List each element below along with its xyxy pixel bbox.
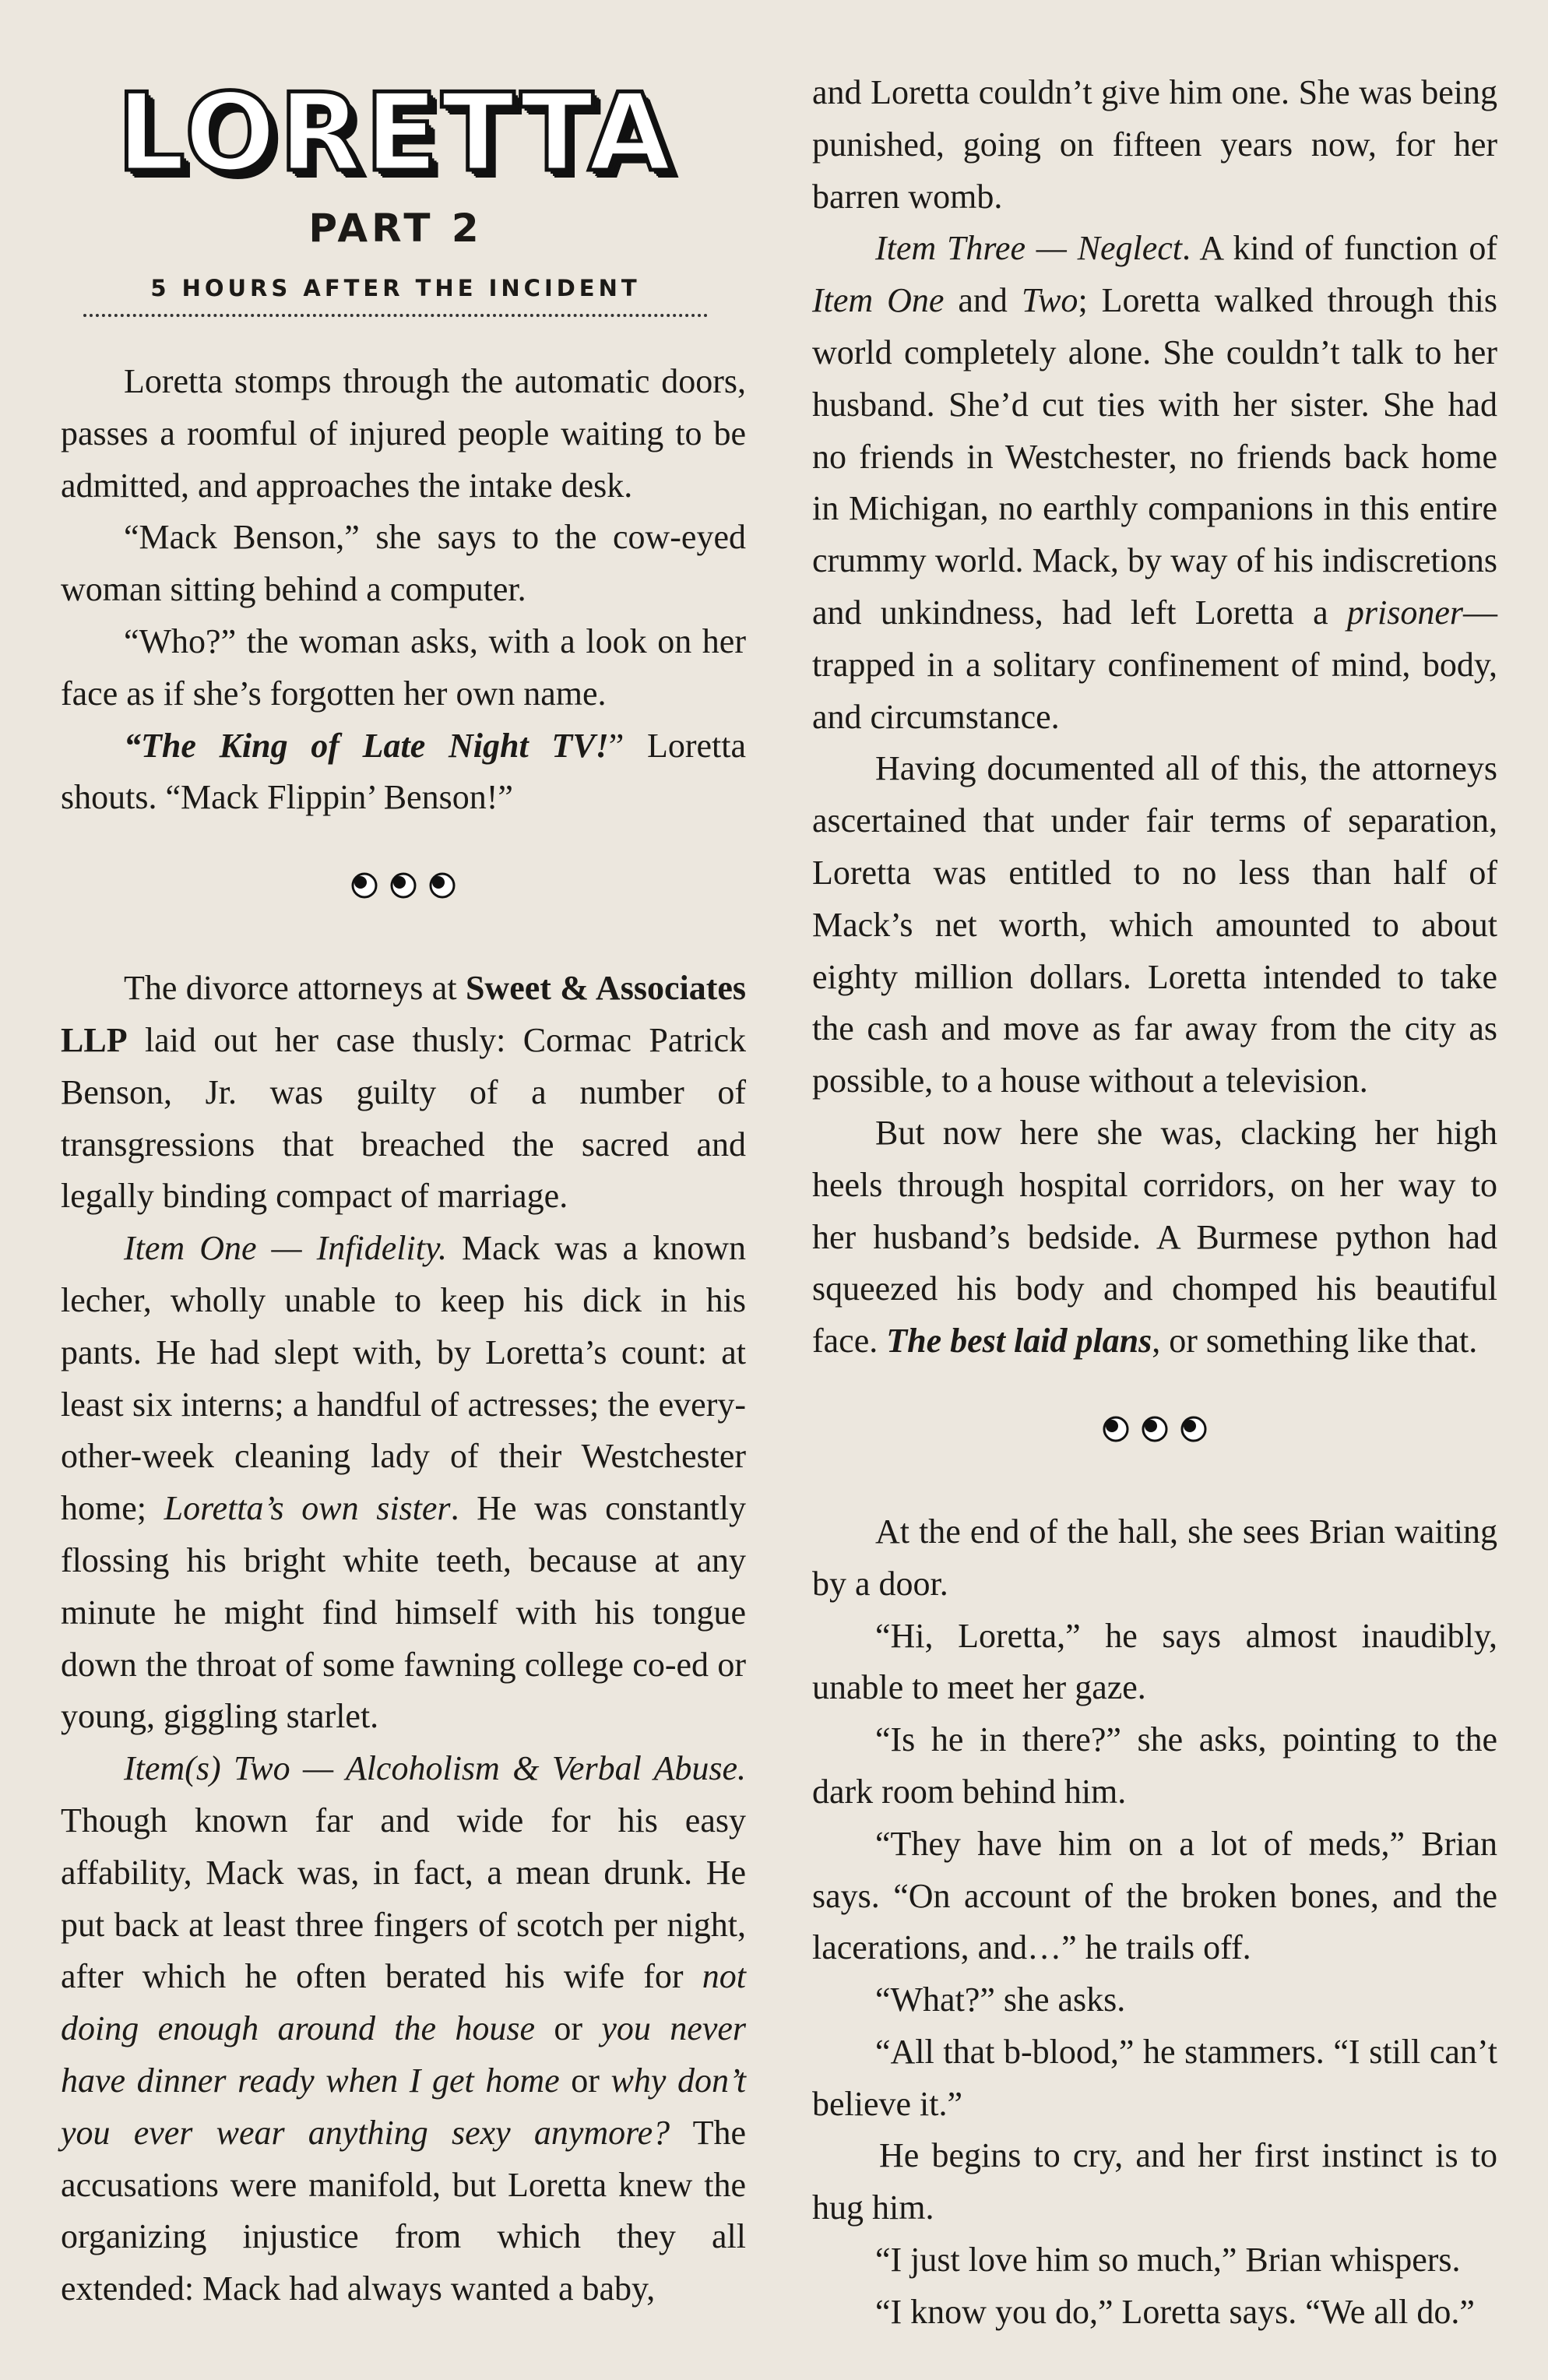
paragraph: “What?” she asks. [875,1980,1126,2019]
paragraph-text: —trapped in a solitary confinement of mind, body, and circumstance. [812,593,1497,736]
paragraph: “I just love him so much,” Brian whispers. [875,2241,1461,2280]
title-block [76,70,715,317]
paragraph [61,963,746,1223]
paragraph [812,223,1497,743]
part-label: PART 2 [308,206,483,251]
paragraph-text: or [535,2009,602,2048]
paragraph: “I know you do,” Loretta says. “We all do.” [875,2292,1475,2331]
paragraph [812,1107,1497,1368]
paragraph-text: laid out her case thusly: Cormac Patrick Benson, Jr. was guilty of a number of transgressions that breached the sacred and legally binding compact of marriage. [61,1020,746,1216]
paragraph-text: and [944,281,1022,320]
paragraph: “Hi, Loretta,” he says almost inaudibly, unable to meet her gaze. [812,1616,1497,1707]
paragraph-text: But now here she was, clacking her high heels through hospital corridors, on her way to her husband’s bedside. A Burmese python had squeezed his body and chomped his beautiful face. [812,1113,1497,1361]
section-break [812,1411,1497,1453]
paragraph-text: Mack was a known lecher, wholly unable to keep his dick in his pants. He had slept with, by Loretta’s count: at least six interns; a handful of actresses; the every-other-week cleaning lady of their Westchester home; [61,1229,746,1528]
paragraph: Loretta stomps through the automatic doors, passes a roomful of injured people waiting to be admitted, and approaches the intake desk. [61,362,746,505]
paragraph: Having documented all of this, the attorneys ascertained that under fair terms of separation, Loretta was entitled to no less than half of Mack’s net worth, which amounted to about eighty million dollars. Loretta intended to take the cash and move as far away from the city as possible, to a house without a television. [812,749,1497,1100]
paragraph-text: ” Loretta shouts. “Mack Flippin’ Benson!” [61,726,746,817]
left-column [61,67,746,2315]
item-heading: Item Three — Neglect [875,229,1183,268]
italic-text: Two [1021,281,1078,320]
paragraph-text: , or something like that. [1152,1322,1478,1361]
paragraph: “All that b-blood,” he stammers. “I still can’t believe it.” [812,2032,1497,2123]
paragraph-text: Though known far and wide for his easy affability, Mack was, in fact, a mean drunk. He put back at least three fingers of scotch per night, after which he often berated his wife for [61,1801,746,1996]
italic-text: prisoner [1346,593,1463,632]
paragraph-text: The divorce attorneys at [124,969,466,1008]
paragraph-text: . He was constantly flossing his bright white teeth, because at any minute he might find himself with his tongue down the throat of some fawning college co-ed or young, giggling starlet. [61,1489,746,1736]
italic-text: Item One [812,281,945,320]
italic-text: Loretta’s own sister [164,1489,451,1528]
paragraph: and Loretta couldn’t give him one. She was being punished, going on fifteen years now, for her barren womb. [812,73,1497,216]
item-heading: Item One — Infidelity. [124,1229,448,1268]
emphasis-text: “The King of Late Night TV! [124,726,609,765]
paragraph: “They have him on a lot of meds,” Brian says. “On account of the broken bones, and the lacerations, and…” he trails off. [812,1824,1497,1967]
paragraph: “Mack Benson,” she says to the cow-eyed woman sitting behind a computer. [61,518,746,609]
paragraph-text: or [559,2061,611,2100]
paragraph [61,1223,746,1743]
dotted-divider [83,314,708,317]
italic-text: you never have dinner ready when I get home [61,2009,746,2100]
paragraph-text: ; Loretta walked through this world completely alone. She couldn’t talk to her husband. She’d cut ties with her sister. She had no friends in Westchester, no friends back home in Michigan, no earthly companions in this entire crummy world. Mack, by way of his indiscretions and unkindness, had left Loretta a [812,281,1497,632]
paragraph: At the end of the hall, she sees Brian waiting by a door. [812,1512,1497,1603]
paragraph: “Who?” the woman asks, with a look on her face as if she’s forgotten her own name. [61,621,746,713]
emphasis-text: The best laid plans [886,1322,1152,1361]
paragraph-text: . A kind of function of [1182,229,1497,268]
paragraph [61,1743,746,2315]
paragraph: He begins to cry, and her first instinct is to hug him. [812,2136,1497,2227]
paragraph [61,720,746,825]
paragraph-text: The accusations were manifold, but Loretta knew the organizing injustice from which they all extended: Mack had always wanted a baby, [61,2113,746,2308]
scene-subtitle: 5 HOURS AFTER THE INCIDENT [150,275,641,301]
paragraph: “Is he in there?” she asks, pointing to the dark room behind him. [812,1720,1497,1811]
right-column [812,67,1497,2339]
firm-name: Sweet & Associates LLP [61,969,746,1059]
eyeball-ornament-icon [1096,1411,1213,1447]
story-title: LORETTA [116,70,675,195]
italic-text: why don’t you ever wear anything sexy anymore? [61,2061,746,2152]
item-heading: Item(s) Two — Alcoholism & Verbal Abuse. [124,1749,746,1788]
italic-text: not doing enough around the house [61,1957,746,2048]
eyeball-ornament-icon [345,868,462,903]
section-break [61,868,746,910]
